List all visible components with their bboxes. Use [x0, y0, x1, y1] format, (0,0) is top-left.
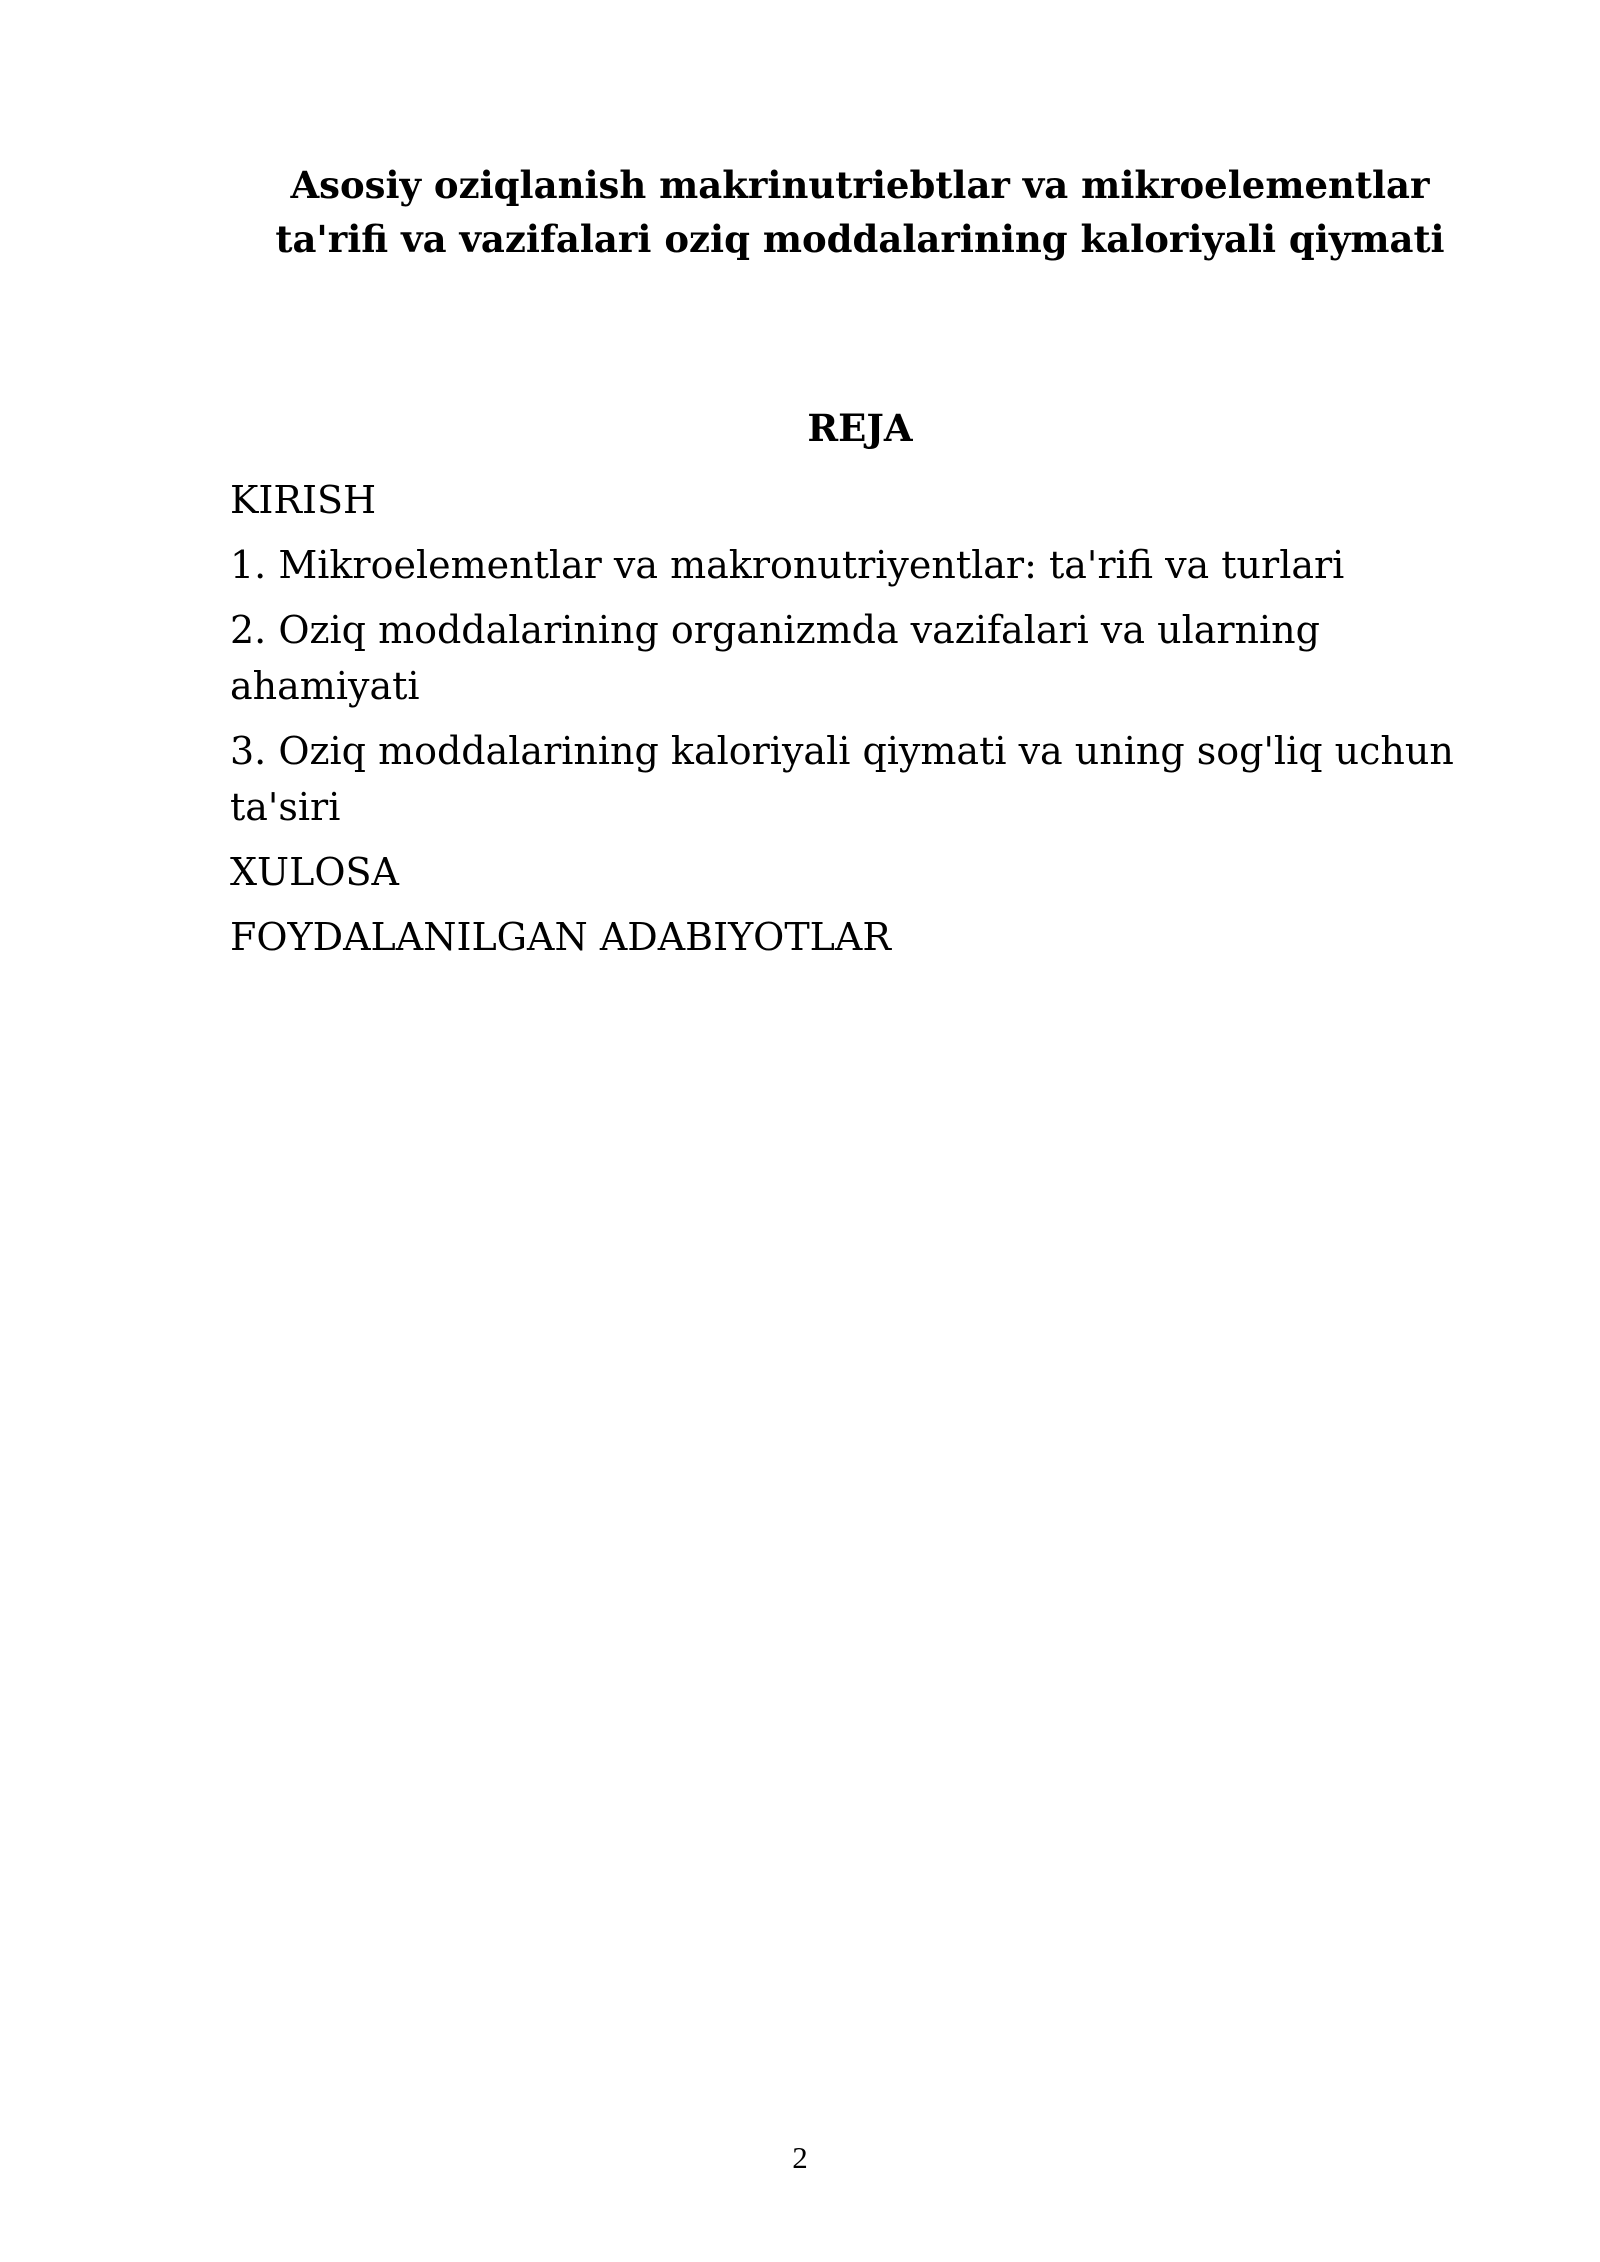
plan-heading: REJA [807, 406, 913, 450]
plan-item-3: 3. Oziq moddalarining kaloriyali qiymati va uning sog'liq uchun ta'siri [230, 729, 1454, 829]
plan-item-2: 2. Oziq moddalarining organizmda vazifalari va ularning ahamiyati [230, 608, 1320, 708]
page-number: 2 [792, 2140, 808, 2175]
plan-item-references: FOYDALANILGAN ADABIYOTLAR [230, 915, 891, 959]
document-title [230, 158, 1490, 266]
document-title-line-2: ta'rifi va vazifalari oziq moddalarining kaloriyali qiymati [275, 217, 1445, 261]
plan-item-introduction: KIRISH [230, 478, 377, 522]
document-title-line-1: Asosiy oziqlanish makrinutriebtlar va mikroelementlar [290, 163, 1430, 207]
plan-item-conclusion: XULOSA [230, 850, 399, 894]
plan-item-1: 1. Mikroelementlar va makronutriyentlar: ta'rifi va turlari [230, 543, 1345, 587]
plan-list [230, 472, 1490, 974]
